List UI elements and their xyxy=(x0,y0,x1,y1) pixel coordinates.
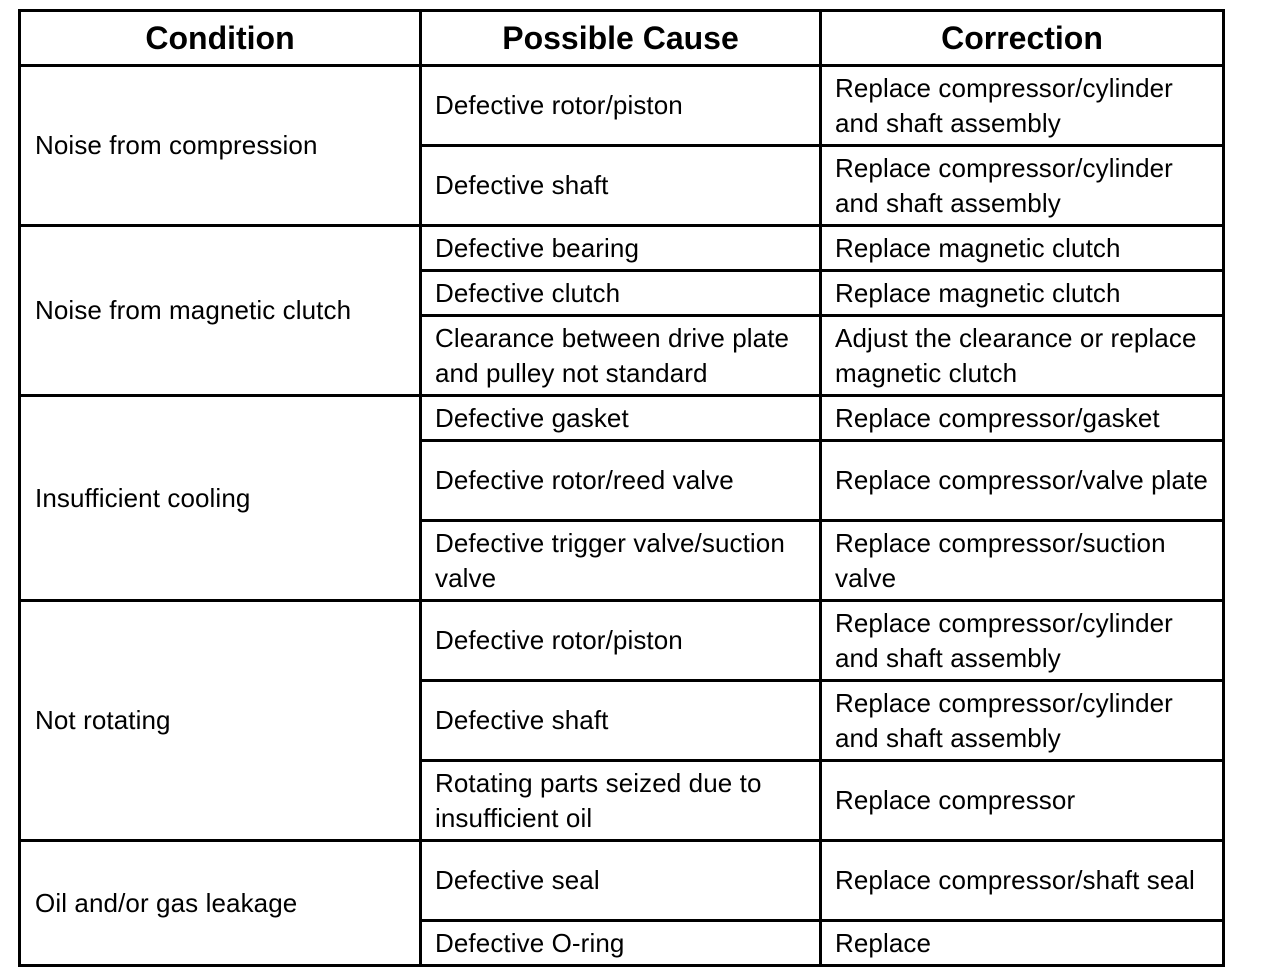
correction-cell: Replace compressor/cylinder and shaft assembly xyxy=(821,681,1224,761)
cause-cell: Rotating parts seized due to insufficient oil xyxy=(421,761,821,841)
condition-cell: Oil and/or gas leakage xyxy=(20,841,421,966)
cause-cell: Defective rotor/reed valve xyxy=(421,441,821,521)
correction-cell: Replace compressor/cylinder and shaft assembly xyxy=(821,601,1224,681)
table-row xyxy=(20,396,1224,441)
header-correction: Correction xyxy=(821,11,1224,66)
condition-cell: Noise from magnetic clutch xyxy=(20,226,421,396)
cause-cell: Defective seal xyxy=(421,841,821,921)
condition-cell: Insufficient cooling xyxy=(20,396,421,601)
condition-cell: Not rotating xyxy=(20,601,421,841)
correction-cell: Replace compressor/cylinder and shaft assembly xyxy=(821,146,1224,226)
cause-cell: Defective O-ring xyxy=(421,921,821,966)
troubleshooting-table-container xyxy=(18,9,1222,967)
cause-cell: Defective clutch xyxy=(421,271,821,316)
troubleshooting-table xyxy=(18,9,1225,967)
cause-cell: Defective rotor/piston xyxy=(421,601,821,681)
cause-cell: Clearance between drive plate and pulley not standard xyxy=(421,316,821,396)
table-row xyxy=(20,841,1224,921)
cause-cell: Defective gasket xyxy=(421,396,821,441)
cause-cell: Defective shaft xyxy=(421,681,821,761)
correction-cell: Replace compressor/suction valve xyxy=(821,521,1224,601)
table-row xyxy=(20,226,1224,271)
correction-cell: Replace compressor/cylinder and shaft assembly xyxy=(821,66,1224,146)
correction-cell: Replace compressor/shaft seal xyxy=(821,841,1224,921)
correction-cell: Replace magnetic clutch xyxy=(821,226,1224,271)
cause-cell: Defective shaft xyxy=(421,146,821,226)
condition-cell: Noise from compression xyxy=(20,66,421,226)
cause-cell: Defective trigger valve/suction valve xyxy=(421,521,821,601)
header-row xyxy=(20,11,1224,66)
cause-cell: Defective rotor/piston xyxy=(421,66,821,146)
correction-cell: Replace compressor xyxy=(821,761,1224,841)
correction-cell: Replace compressor/gasket xyxy=(821,396,1224,441)
header-possible-cause: Possible Cause xyxy=(421,11,821,66)
table-row xyxy=(20,601,1224,681)
correction-cell: Adjust the clearance or replace magnetic clutch xyxy=(821,316,1224,396)
table-row xyxy=(20,66,1224,146)
header-condition: Condition xyxy=(20,11,421,66)
correction-cell: Replace xyxy=(821,921,1224,966)
correction-cell: Replace compressor/valve plate xyxy=(821,441,1224,521)
cause-cell: Defective bearing xyxy=(421,226,821,271)
correction-cell: Replace magnetic clutch xyxy=(821,271,1224,316)
